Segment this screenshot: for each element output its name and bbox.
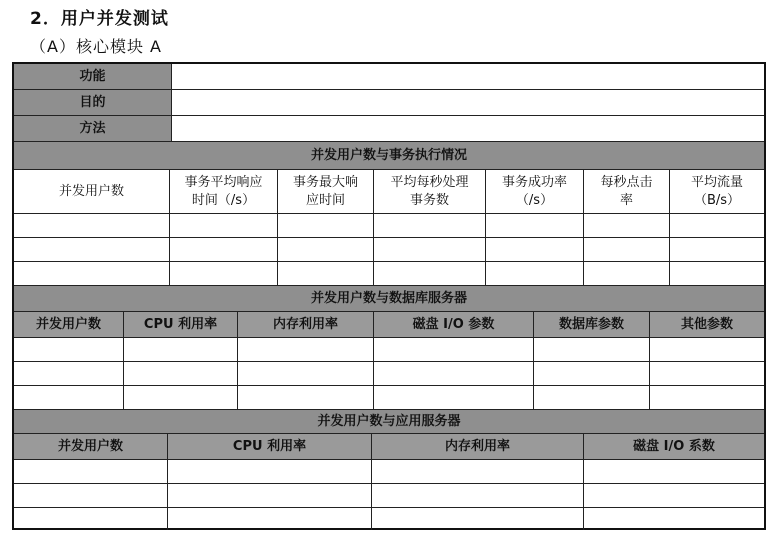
section2-title-row xyxy=(14,286,764,312)
section3-title-row xyxy=(14,410,764,434)
column-header: 磁盘 I/O 参数 xyxy=(374,312,534,338)
column-header: 事务最大响 应时间 xyxy=(278,170,374,214)
section-heading: 2．用户并发测试 xyxy=(30,9,169,29)
column-header: 数据库参数 xyxy=(534,312,650,338)
info-row-method xyxy=(14,116,764,142)
info-value xyxy=(172,64,764,90)
table-row xyxy=(14,484,764,508)
table-row xyxy=(14,508,764,530)
column-header: 磁盘 I/O 系数 xyxy=(584,434,764,460)
table-row xyxy=(14,460,764,484)
module-subheading: （A）核心模块 A xyxy=(30,37,162,56)
column-header: 事务成功率 （/s） xyxy=(486,170,584,214)
section-title: 并发用户数与应用服务器 xyxy=(14,410,764,434)
column-header: CPU 利用率 xyxy=(168,434,372,460)
table-row xyxy=(14,214,764,238)
column-header: 并发用户数 xyxy=(14,434,168,460)
section1-title-row xyxy=(14,142,764,170)
info-label: 目的 xyxy=(14,90,172,116)
info-value xyxy=(172,90,764,116)
column-header: 平均每秒处理 事务数 xyxy=(374,170,486,214)
column-header: CPU 利用率 xyxy=(124,312,238,338)
section3-header-row xyxy=(14,434,764,460)
info-row-purpose xyxy=(14,90,764,116)
section-title: 并发用户数与数据库服务器 xyxy=(14,286,764,312)
table-row xyxy=(14,362,764,386)
section2-header-row xyxy=(14,312,764,338)
info-label: 功能 xyxy=(14,64,172,90)
column-header: 并发用户数 xyxy=(14,312,124,338)
table-row xyxy=(14,238,764,262)
column-header: 内存利用率 xyxy=(238,312,374,338)
column-header: 平均流量 （B/s） xyxy=(670,170,764,214)
section-title: 并发用户数与事务执行情况 xyxy=(14,142,764,170)
section1-header-row xyxy=(14,170,764,214)
column-header: 并发用户数 xyxy=(14,170,170,214)
info-row-function xyxy=(14,64,764,90)
table-row xyxy=(14,338,764,362)
column-header: 事务平均响应 时间（/s） xyxy=(170,170,278,214)
column-header: 其他参数 xyxy=(650,312,764,338)
info-value xyxy=(172,116,764,142)
test-table xyxy=(12,62,766,530)
table-row xyxy=(14,262,764,286)
info-label: 方法 xyxy=(14,116,172,142)
column-header: 每秒点击 率 xyxy=(584,170,670,214)
table-row xyxy=(14,386,764,410)
column-header: 内存利用率 xyxy=(372,434,584,460)
